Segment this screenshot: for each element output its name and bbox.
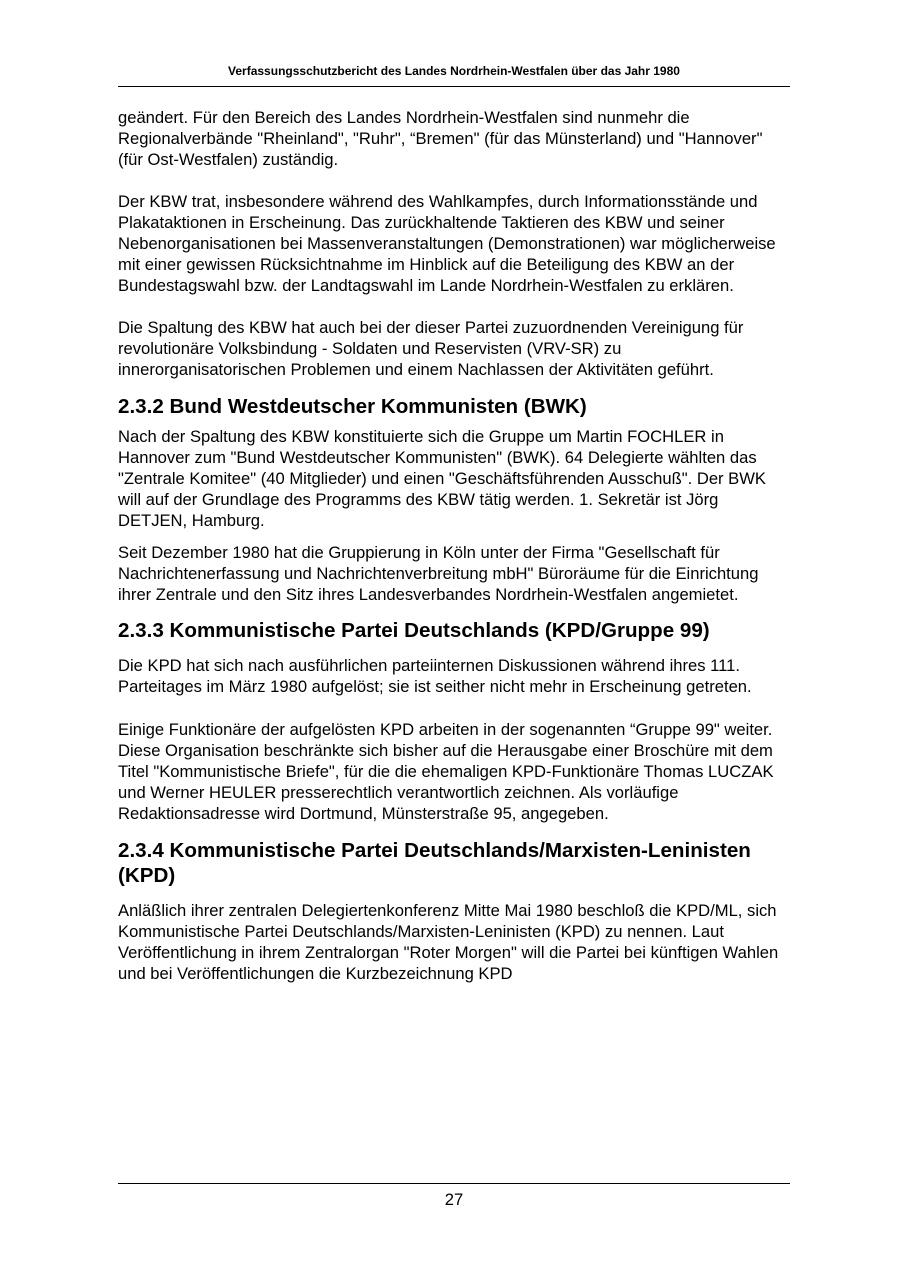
running-header: Verfassungsschutzbericht des Landes Nordrhein-Westfalen über das Jahr 1980 <box>228 64 680 78</box>
paragraph-bwk-koeln: Seit Dezember 1980 hat die Gruppierung in Köln unter der Firma "Gesellschaft für Nachrichtenerfassung und Nachrichtenverbreitung mbH" Büroräume für die Einrichtung ihrer Zentrale und den Sitz ihres Landesverbandes Nordrhein-Westfalen angemietet. <box>118 543 759 604</box>
section-heading-2-3-3: 2.3.3 Kommunistische Partei Deutschlands (KPD/Gruppe 99) <box>118 619 710 642</box>
paragraph-kbw-wahlkampf: Der KBW trat, insbesondere während des Wahlkampfes, durch Informationsstände und Plakataktionen in Erscheinung. Das zurückhaltende Taktieren des KBW und seiner Nebenorganisationen bei Massenveranstaltungen (Demonstrationen) war möglicherweise mit einer gewissen Rücksichtnahme im Hinblick auf die Beteiligung des KBW an der Bundestagswahl bzw. der Landtagswahl im Lande Nordrhein-Westfalen zu erklären. <box>118 192 776 295</box>
paragraph-vrv-sr: Die Spaltung des KBW hat auch bei der dieser Partei zuzuordnenden Vereinigung für revolutionäre Volksbindung - Soldaten und Reservisten (VRV-SR) zu innerorganisatorischen Problemen und einem Nachlassen der Aktivitäten geführt. <box>118 318 744 379</box>
page-number: 27 <box>444 1190 464 1209</box>
page-body <box>118 107 790 984</box>
paragraph-gruppe-99: Einige Funktionäre der aufgelösten KPD arbeiten in der sogenannten “Gruppe 99" weiter. Diese Organisation beschränkte sich bisher auf die Herausgabe einer Broschüre mit dem Titel "Kommunistische Briefe", für die die ehemaligen KPD-Funktionäre Thomas LUCZAK und Werner HEULER presserechtlich verantwortlich zeichnen. Als vorläufige Redaktionsadresse wird Dortmund, Münsterstraße 95, angegeben. <box>118 720 774 823</box>
header-rule <box>118 86 790 87</box>
paragraph-kpd-aufloesung: Die KPD hat sich nach ausführlichen parteiinternen Diskussionen während ihres 111. Parteitages im März 1980 aufgelöst; sie ist seither nicht mehr in Erscheinung getreten. <box>118 656 752 696</box>
section-heading-2-3-4: 2.3.4 Kommunistische Partei Deutschlands/Marxisten-Leninisten (KPD) <box>118 839 751 887</box>
footer-rule <box>118 1183 790 1184</box>
paragraph-kpd-ml: Anläßlich ihrer zentralen Delegiertenkonferenz Mitte Mai 1980 beschloß die KPD/ML, sich Kommunistische Partei Deutschlands/Marxisten-Leninisten (KPD) zu nennen. Laut Veröffentlichung in ihrem Zentralorgan "Roter Morgen" will die Partei bei künftigen Wahlen und bei Veröffentlichungen die Kurzbezeichnung KPD <box>118 901 779 983</box>
paragraph-regionalverbaende: geändert. Für den Bereich des Landes Nordrhein-Westfalen sind nunmehr die Regionalverbände "Rheinland", "Ruhr", “Bremen" (für das Münsterland) und "Hannover" (für Ost-Westfalen) zuständig. <box>118 108 763 169</box>
paragraph-bwk-gruendung: Nach der Spaltung des KBW konstituierte sich die Gruppe um Martin FOCHLER in Hannover zum "Bund Westdeutscher Kommunisten" (BWK). 64 Delegierte wählten das "Zentrale Komitee" (40 Mitglieder) und einen "Geschäftsführenden Ausschuß". Der BWK will auf der Grundlage des Programms des KBW tätig werden. 1. Sekretär ist Jörg DETJEN, Hamburg. <box>118 427 766 530</box>
section-heading-2-3-2: 2.3.2 Bund Westdeutscher Kommunisten (BWK) <box>118 395 587 418</box>
